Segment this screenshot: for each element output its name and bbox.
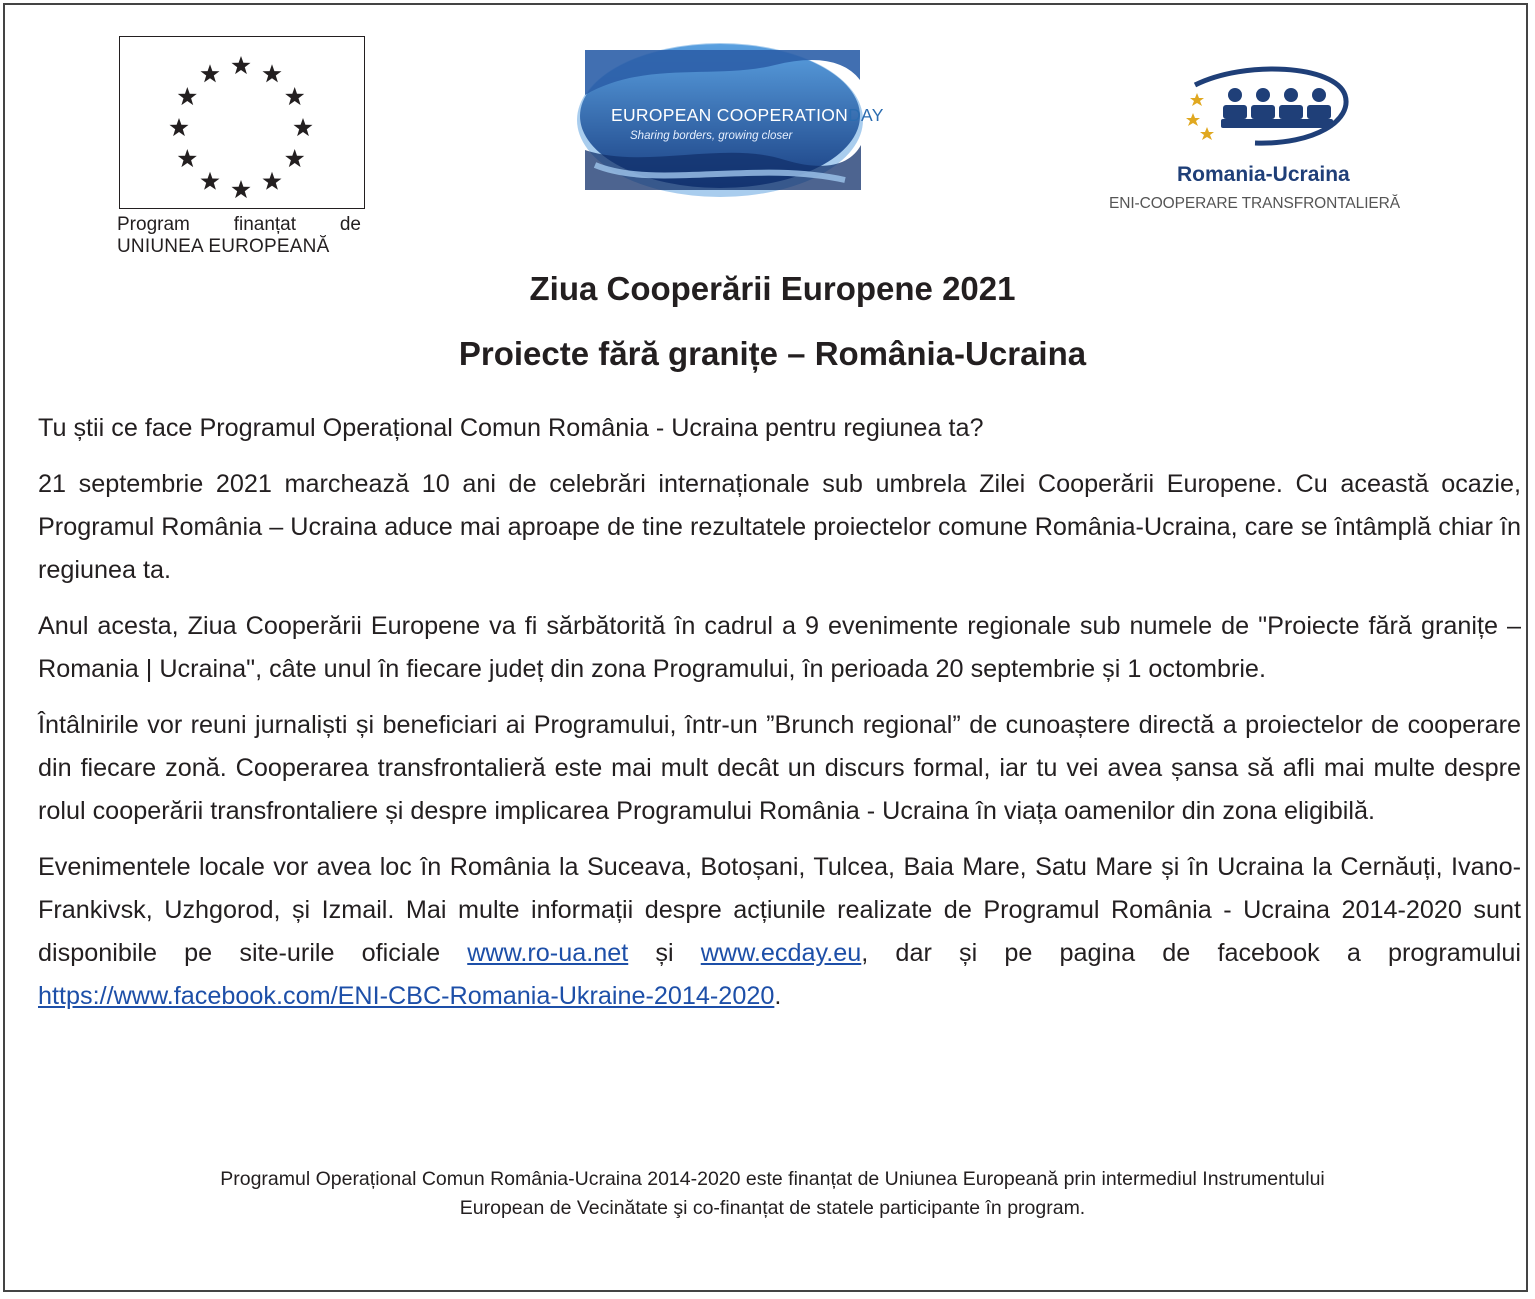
page-frame <box>3 3 1528 1292</box>
eu-star-icon <box>263 64 282 82</box>
link-ro-ua[interactable]: www.ro-ua.net <box>467 939 629 967</box>
eu-stars-icon <box>120 37 364 208</box>
eu-star-icon <box>294 118 313 136</box>
paragraph: 21 septembrie 2021 marchează 10 ani de celebrări internaționale sub umbrela Zilei Cooperării Europene. Cu această ocazie, Programul România – Ucraina aduce mai aproape de tine rezultatele proiectelor comune România-Ucraina, care se întâmplă chiar în regiunea ta. <box>38 470 1521 584</box>
footer-line: European de Vecinătate şi co-finanțat de statele participante în program. <box>459 1197 1086 1219</box>
link-ecday[interactable]: www.ecday.eu <box>700 939 862 967</box>
page-subtitle: Proiecte fără granițe – România-Ucraina <box>458 335 1087 372</box>
paragraph: Întâlnirile vor reuni jurnaliști și beneficiari ai Programului, într-un ”Brunch regional” de cunoaștere directă a proiectelor de cooperare din fiecare zonă. Cooperarea transfrontalieră este mai mult decât un discurs formal, iar tu vei avea șansa să afli mai multe despre rolul cooperării transfrontaliere și despre implicarea Programului România - Ucraina în viața oamenilor din zona eligibilă. <box>38 711 1521 825</box>
page-title: Ziua Cooperării Europene 2021 <box>529 270 1016 307</box>
link-facebook[interactable]: https://www.facebook.com/ENI-CBC-Romania-Ukraine-2014-2020 <box>38 982 775 1010</box>
eu-caption-word: de <box>339 214 361 235</box>
eu-caption-line2: UNIUNEA EUROPEANĂ <box>117 236 330 257</box>
eu-star-icon <box>178 149 197 167</box>
ecday-title-text: EUROPEAN COOPERATION <box>611 105 849 125</box>
paragraph-text: Evenimentele locale vor avea loc în România la Suceava, Botoșani, Tulcea, Baia Mare, Satu Mare și în Ucraina la Cernăuți, Ivano-Frankivsk, Uzhgorod, și Izmail. Mai multe informații despre acțiunile realizate de Programul România - Ucraina 2014-2020 sunt disponibile pe site-urile oficiale <box>38 853 1521 967</box>
eu-caption-word: finanțat <box>233 214 297 235</box>
paragraph <box>38 846 1521 1018</box>
article-body <box>38 407 1521 1031</box>
eu-star-icon <box>285 149 304 167</box>
eu-star-icon <box>201 172 220 190</box>
ecday-logo <box>575 40 905 200</box>
footer-note <box>65 1165 1480 1223</box>
ecday-title <box>611 105 884 126</box>
roua-name: Romania-Ucraina <box>1177 163 1350 186</box>
eu-star-icon <box>201 64 220 82</box>
eu-caption-word: Program <box>117 214 190 235</box>
eu-star-icon <box>232 180 251 198</box>
paragraph-text: și <box>628 939 701 967</box>
roua-subtitle: ENI-COOPERARE TRANSFRONTALIERĂ <box>1109 195 1400 212</box>
eu-star-icon <box>232 56 251 74</box>
eu-star-icon <box>285 87 304 105</box>
paragraph: Tu știi ce face Programul Operațional Comun România - Ucraina pentru regiunea ta? <box>38 414 984 442</box>
paragraph-text: , dar și pe pagina de facebook a programului <box>861 939 1521 967</box>
eu-flag <box>119 36 365 209</box>
eu-star-icon <box>263 172 282 190</box>
ecday-subtitle: Sharing borders, growing closer <box>630 130 793 142</box>
ecday-day: DAY <box>848 105 884 125</box>
footer-line: Programul Operațional Comun România-Ucraina 2014-2020 este finanțat de Uniunea Europeană prin intermediul Instrumentului <box>220 1168 1325 1190</box>
eu-caption <box>117 214 361 258</box>
paragraph-text: . <box>774 982 782 1010</box>
eu-star-icon <box>170 118 189 136</box>
eu-star-icon <box>178 87 197 105</box>
roua-logo <box>1105 65 1435 220</box>
roua-people-icon <box>1185 65 1355 160</box>
paragraph: Anul acesta, Ziua Cooperării Europene va fi sărbătorită în cadrul a 9 evenimente regionale sub numele de "Proiecte fără granițe – Romania | Ucraina", câte unul în fiecare județ din zona Programului, în perioada 20 septembrie și 1 octombrie. <box>38 612 1521 683</box>
